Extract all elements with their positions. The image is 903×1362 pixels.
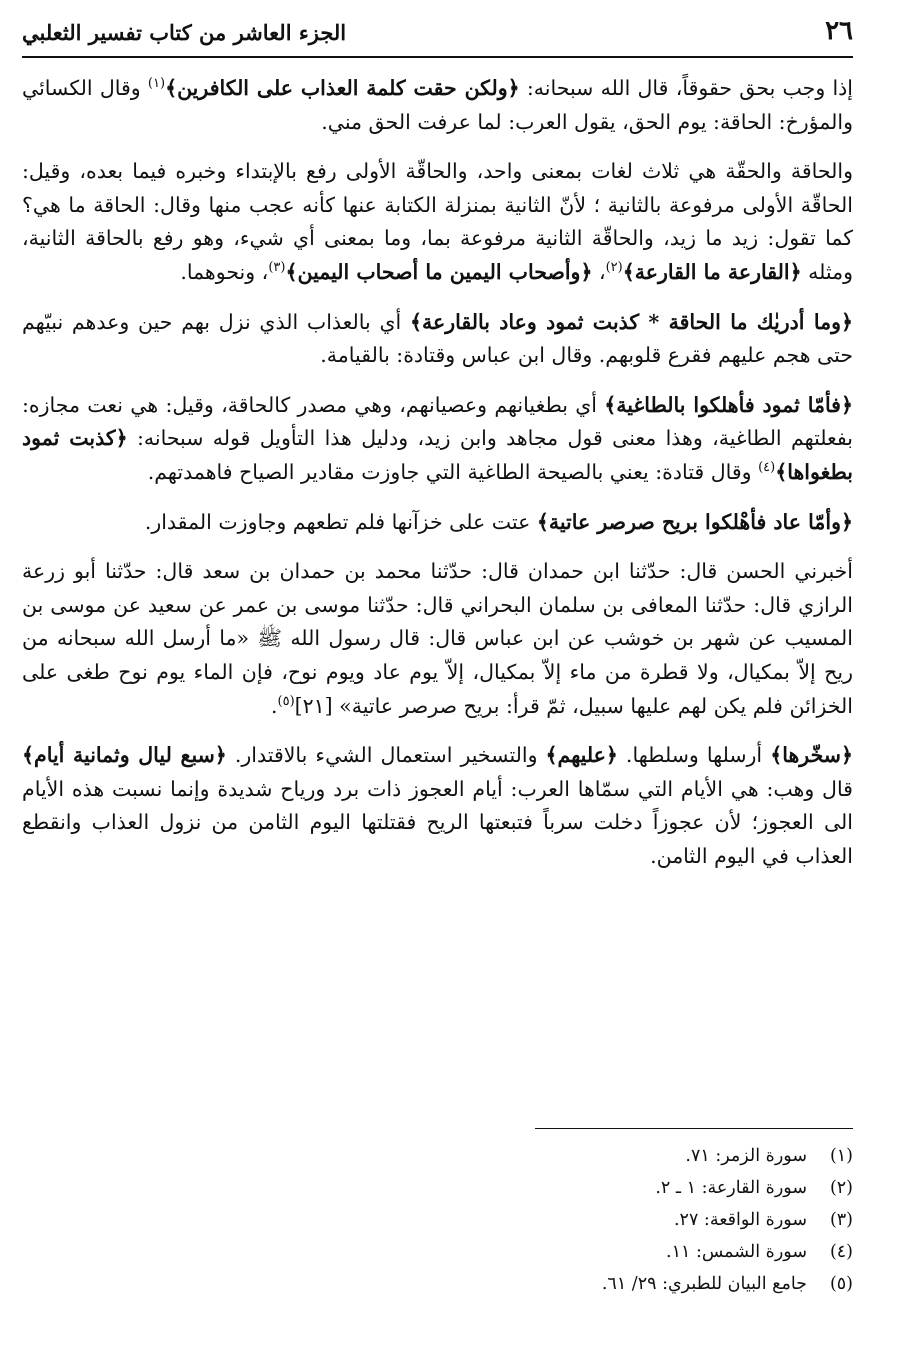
footnote-text: سورة القارعة: ١ ـ ٢. — [655, 1178, 807, 1198]
quran-quote: ﴿القارعة ما القارعة﴾ — [622, 259, 802, 284]
quran-quote: ﴿فأمّا ثمود فأهلكوا بالطاغية﴾ — [604, 392, 853, 417]
quran-quote: ﴿سخّرها﴾ — [770, 743, 853, 768]
page-number: ٢٦ — [825, 16, 853, 46]
footnote-number: (٤) — [829, 1242, 853, 1262]
footnote-ref: (١) — [147, 76, 166, 92]
paragraph — [22, 72, 853, 139]
footnote-ref: (٥) — [277, 693, 295, 709]
paragraph — [22, 155, 853, 289]
footnote-ref: (٣) — [268, 260, 286, 276]
quran-quote: ﴿عليهم﴾ — [545, 743, 618, 768]
footnote-separator — [535, 1128, 853, 1129]
footnote-text: سورة الشمس: ١١. — [666, 1242, 807, 1262]
quran-quote: ﴿وما أدريٰك ما الحاقة * كذبت ثمود وعاد بالقارعة﴾ — [409, 309, 853, 334]
footnote-number: (٢) — [829, 1178, 853, 1198]
text-run: . — [270, 693, 278, 718]
footnote-item — [22, 1204, 853, 1236]
footnote-number: (١) — [829, 1146, 853, 1166]
footnote-number: (٥) — [829, 1274, 853, 1294]
paragraph — [22, 306, 853, 373]
text-run: والتسخير استعمال الشيء بالاقتدار. — [226, 743, 546, 768]
footnote-item — [22, 1172, 853, 1204]
footnote-text: جامع البيان للطبري: ٢٩/ ٦١. — [601, 1274, 807, 1294]
text-run: وقال قتادة: يعني بالصيحة الطاغية التي جاوزت مقادير الصياح فاهمدتهم. — [147, 459, 759, 484]
text-run: ، ونحوهما. — [180, 259, 269, 284]
text-run: أي بالعذاب الذي نزل بهم حين وعدهم نبيّهم حتى هجم عليهم فقرع قلوبهم. وقال ابن عباس وقتادة: بالقيامة. — [22, 309, 853, 368]
quran-quote: ﴿ولكن حقت كلمة العذاب على الكافرين﴾ — [165, 76, 520, 100]
text-run: والحاقة والحقّة هي ثلاث لغات بمعنى واحد، والحاقّة الأولى رفع بالإبتداء وخبره فيما بعده، وقيل: الحاقّة الأولى مرفوعة بالثانية ؛ لأنّ الثانية بمنزلة الكتابة عنها كأنه عجب منها وقال: الحاقة ما هي؟ كما تقول: زيد ما زيد، والحاقّة الثانية مرفوعة بما، وما بمعنى أي شيء، وهو رفع بالحاقة الثانية، ومثله — [22, 159, 853, 284]
paragraph — [22, 389, 853, 490]
footnote-item — [22, 1236, 853, 1268]
paragraph — [22, 555, 853, 723]
footnote-item — [22, 1140, 853, 1172]
text-run: أرسلها وسلطها. — [617, 743, 771, 768]
footnote-text: سورة الواقعة: ٢٧. — [673, 1210, 807, 1230]
quran-quote: ﴿وأمّا عاد فأهْلكوا بريح صرصر عاتية﴾ — [536, 509, 853, 534]
page-header — [22, 14, 853, 58]
quran-quote: ﴿وأصحاب اليمين ما أصحاب اليمين﴾ — [285, 259, 593, 284]
text-run: ، — [592, 259, 606, 284]
paragraph — [22, 739, 853, 873]
text-run: أخبرني الحسن قال: حدّثنا ابن حمدان قال: حدّثنا محمد بن حمدان بن سعد قال: حدّثنا أبو زرعة الرازي قال: حدّثنا المعافى بن سلمان البحراني قال: حدّثنا موسى بن عمر عن سعيد عن موسى بن المسيب عن شهر بن خوشب عن ابن عباس قال: قال رسول الله ﷺ «ما أرسل الله سبحانه من ريح إلاّ بمكيال، ولا قطرة من ماء إلاّ بمكيال، إلاّ يوم عاد ويوم نوح، فإن الماء يوم نوح طغى على الخزائن فلم يكن لهم عليها سبيل، ثمّ قرأ: بريح صرصر عاتية» [٢١] — [22, 559, 853, 718]
footnote-ref: (٤) — [758, 460, 776, 476]
text-run: أي بطغيانهم وعصيانهم، وهي مصدر كالحاقة، وقيل: هي نعت مجازه: بفعلتهم الطاغية، وهذا معنى قول مجاهد وابن زيد، ودليل هذا التأويل قوله سبحانه: — [22, 392, 854, 451]
footnote-item — [22, 1268, 853, 1300]
footnote-ref: (٢) — [605, 260, 623, 276]
quran-quote: ﴿سبع ليال وثمانية أيام﴾ — [22, 743, 227, 768]
footnote-text: سورة الزمر: ٧١. — [685, 1146, 807, 1166]
text-run: قال وهب: هي الأيام التي سمّاها العرب: أيام العجوز ذات برد ورياح شديدة وإنما نسبت هذه الأيام الى العجوز؛ لأن عجوزاً دخلت سرباً فتبعتها الريح فقتلتها اليوم الثامن من نزول العذاب وانقطع العذاب في اليوم الثامن. — [22, 776, 853, 868]
text-run: إذا وجب بحق حقوقاً، قال الله سبحانه: — [519, 76, 853, 100]
text-run: وقال الكسائي والمؤرخ: الحاقة: يوم الحق، يقول العرب: لما عرفت الحق مني. — [22, 76, 853, 134]
main-text — [22, 72, 853, 889]
quran-quote: ﴿كذبت ثمود بطغواها﴾ — [22, 426, 853, 484]
running-title: الجزء العاشر من كتاب تفسير الثعلبي — [22, 20, 347, 45]
paragraph — [22, 506, 853, 540]
text-run: عتت على خزآنها فلم تطعهم وجاوزت المقدار. — [144, 509, 537, 534]
footnotes-list — [22, 1140, 853, 1300]
footnote-number: (٣) — [829, 1210, 853, 1230]
